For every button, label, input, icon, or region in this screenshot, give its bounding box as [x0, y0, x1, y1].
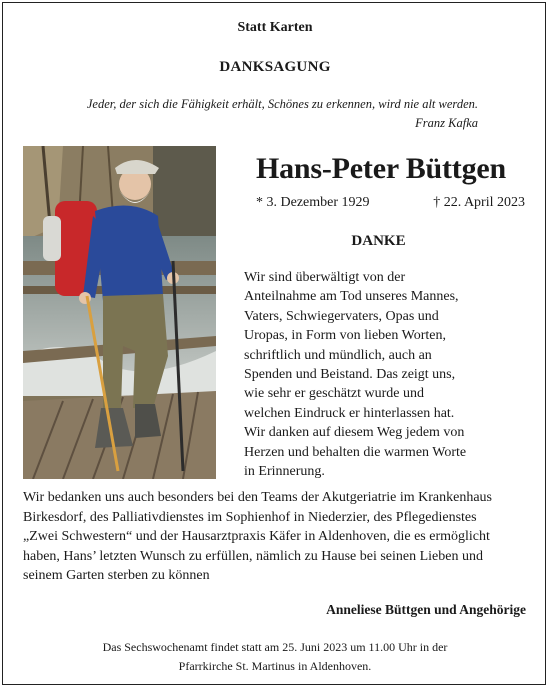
quote-author: Franz Kafka	[415, 116, 478, 130]
portrait-photo-illustration	[23, 146, 216, 479]
quote-block	[40, 95, 478, 133]
service-announcement	[0, 638, 550, 675]
text-line: Herzen und behalten die warmen Worte	[244, 444, 467, 460]
danke-heading: DANKE	[351, 233, 406, 249]
danksagung-heading: DANKSAGUNG	[219, 59, 331, 75]
text-line: Wir sind überwältigt von der	[244, 270, 406, 285]
statt-karten-label: Statt Karten	[237, 20, 313, 35]
text-line: „Zwei Schwestern“ und der Hausarztpraxis Käfer in Aldenhoven, die es ermöglicht	[23, 529, 490, 545]
text-line: Das Sechswochenamt findet statt am 25. Juni 2023 um 11.00 Uhr in der	[102, 640, 448, 654]
text-line: Wir bedanken uns auch besonders bei den Teams der Akutgeriatrie im Krankenhaus	[23, 490, 492, 505]
text-line: Uropas, in Form von lieben Worten,	[244, 328, 446, 344]
portrait-photo	[23, 146, 216, 479]
main-thanks-text	[244, 268, 534, 481]
death-date: † 22. April 2023	[433, 195, 525, 210]
text-line: Vaters, Schwiegervaters, Opas und	[244, 308, 439, 324]
quote-text: Jeder, der sich die Fähigkeit erhält, Schönes zu erkennen, wird nie alt werden.	[86, 97, 478, 111]
deceased-name: Hans-Peter Büttgen	[256, 152, 506, 185]
text-line: welchen Eindruck er hinterlassen hat.	[244, 405, 455, 421]
signature: Anneliese Büttgen und Angehörige	[326, 602, 526, 617]
text-line: Pfarrkirche St. Martinus in Aldenhoven.	[178, 658, 372, 673]
text-line: Wir danken auf diesem Weg jedem von	[244, 425, 465, 441]
text-line: seinem Garten sterben zu können	[23, 568, 210, 584]
text-line: Birkesdorf, des Palliativdienstes im Sophienhof in Niederzier, des Pflegedienstes	[23, 509, 477, 525]
institutions-thanks-text	[23, 488, 533, 586]
text-line: haben, Hans’ letzten Wunsch zu erfüllen, nämlich zu Hause bei seinen Lieben und	[23, 548, 483, 564]
text-line: Anteilnahme am Tod unseres Mannes,	[244, 289, 459, 305]
text-line: wie sehr er geschätzt wurde und	[244, 386, 424, 402]
birth-date: * 3. Dezember 1929	[256, 195, 370, 210]
text-line: schriftlich und mündlich, auch an	[244, 347, 432, 363]
text-line: in Erinnerung.	[244, 464, 325, 480]
text-line: Spenden und Beistand. Das zeigt uns,	[244, 367, 456, 383]
